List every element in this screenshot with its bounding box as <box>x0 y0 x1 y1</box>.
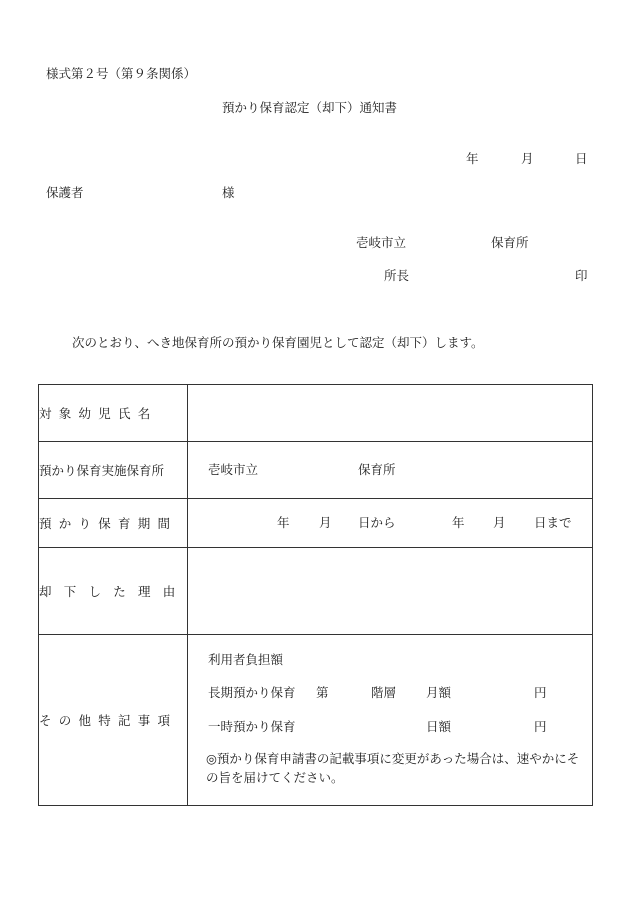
row-facility <box>39 442 593 499</box>
period-month-from: 月 <box>319 515 332 530</box>
intro-text: 次のとおり、へき地保育所の預かり保育園児として認定（却下）します。 <box>72 335 484 350</box>
period-year-to: 年 <box>452 515 465 530</box>
child-name-field[interactable] <box>188 385 593 442</box>
temporary-label: 一時預かり保育 <box>208 719 296 734</box>
seal-mark: 印 <box>575 268 588 283</box>
facility-label: 預かり保育実施保育所 <box>39 463 165 478</box>
form-number: 様式第２号（第９条関係） <box>46 66 197 81</box>
issuer-title: 所長 <box>384 268 410 283</box>
issuer-facility: 保育所 <box>491 235 529 250</box>
child-name-label: 対象幼児氏名 <box>39 406 158 421</box>
recipient-label: 保護者 <box>46 185 84 200</box>
date-day: 日 <box>575 151 588 166</box>
facility-label-cell <box>39 442 188 499</box>
row-reason <box>39 548 593 635</box>
period-label: 預かり保育期間 <box>39 516 178 531</box>
period-year-from: 年 <box>277 515 290 530</box>
date-year: 年 <box>466 151 479 166</box>
row-child-name <box>39 385 593 442</box>
fee-heading: 利用者負担額 <box>208 652 284 667</box>
recipient-honorific: 様 <box>222 185 235 200</box>
monthly-label: 月額 <box>426 685 452 700</box>
issuer-city: 壱岐市立 <box>356 235 407 250</box>
other-label-cell <box>39 635 188 806</box>
reason-field[interactable] <box>188 548 593 635</box>
date-month: 月 <box>521 151 534 166</box>
monthly-yen: 円 <box>534 685 547 700</box>
period-field[interactable] <box>188 499 593 548</box>
period-day-from: 日から <box>358 515 396 530</box>
other-label: その他特記事項 <box>39 713 178 728</box>
document-title: 預かり保育認定（却下）通知書 <box>222 100 398 115</box>
tier-dai: 第 <box>316 685 329 700</box>
facility-field[interactable] <box>188 442 593 499</box>
period-day-to: 日まで <box>534 515 572 530</box>
notice-table <box>38 384 593 806</box>
daily-yen: 円 <box>534 719 547 734</box>
change-notice: ◎預かり保育申請書の記載事項に変更があった場合は、速やかにその旨を届けてください。 <box>206 751 580 786</box>
period-label-cell <box>39 499 188 548</box>
reason-label-cell <box>39 548 188 635</box>
period-month-to: 月 <box>493 515 506 530</box>
other-field[interactable] <box>188 635 593 806</box>
reason-label: 却下した理由 <box>39 584 188 599</box>
long-term-label: 長期預かり保育 <box>208 685 296 700</box>
daily-label: 日額 <box>426 719 452 734</box>
facility-suffix: 保育所 <box>358 462 396 477</box>
child-name-label-cell <box>39 385 188 442</box>
row-period <box>39 499 593 548</box>
row-other <box>39 635 593 806</box>
facility-city: 壱岐市立 <box>208 462 259 477</box>
tier-label: 階層 <box>371 685 397 700</box>
